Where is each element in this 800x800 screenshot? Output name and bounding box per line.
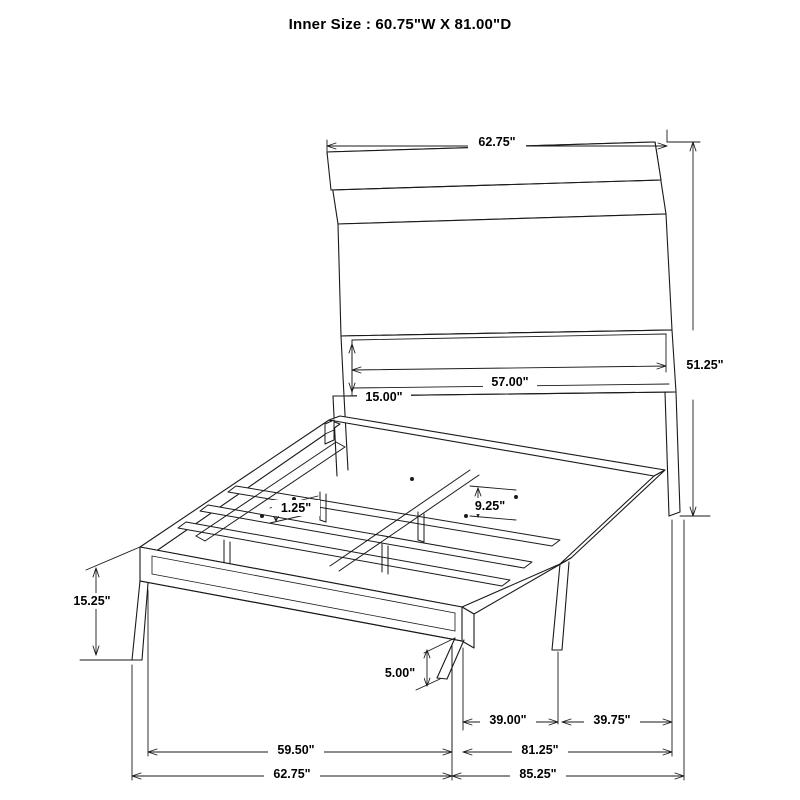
- dim-headboard-width: 62.75": [478, 135, 516, 149]
- headboard-panel: [338, 214, 672, 336]
- dim-headboard-height: 51.25": [686, 358, 724, 372]
- dim-slat-gap: 9.25": [474, 499, 506, 513]
- page-title: Inner Size : 60.75"W X 81.00"D: [288, 16, 512, 33]
- dim-leg-to-headboard-depth: 39.75": [593, 713, 631, 727]
- headboard-bracket: [325, 420, 334, 444]
- dim-footboard-height: 15.25": [73, 594, 111, 608]
- right-front-leg: [552, 562, 569, 650]
- dim-slat-thickness: 1.25": [280, 501, 312, 515]
- dim-footboard-inner-width: 59.50": [277, 743, 315, 757]
- dim-leg-height: 5.00": [384, 666, 416, 680]
- dim-rail-to-leg-depth: 39.00": [489, 713, 527, 727]
- dim-panel-width: 57.00": [491, 375, 529, 389]
- dim-panel-height: 15.00": [365, 390, 403, 404]
- dim-side-rail-inner-depth: 81.25": [521, 743, 559, 757]
- footboard: [140, 547, 474, 648]
- dim-side-rail-outer-depth: 85.25": [519, 767, 557, 781]
- dim-footboard-outer-width: 62.75": [273, 767, 311, 781]
- headboard-top-cap: [327, 142, 666, 224]
- headboard-posts: [333, 392, 680, 516]
